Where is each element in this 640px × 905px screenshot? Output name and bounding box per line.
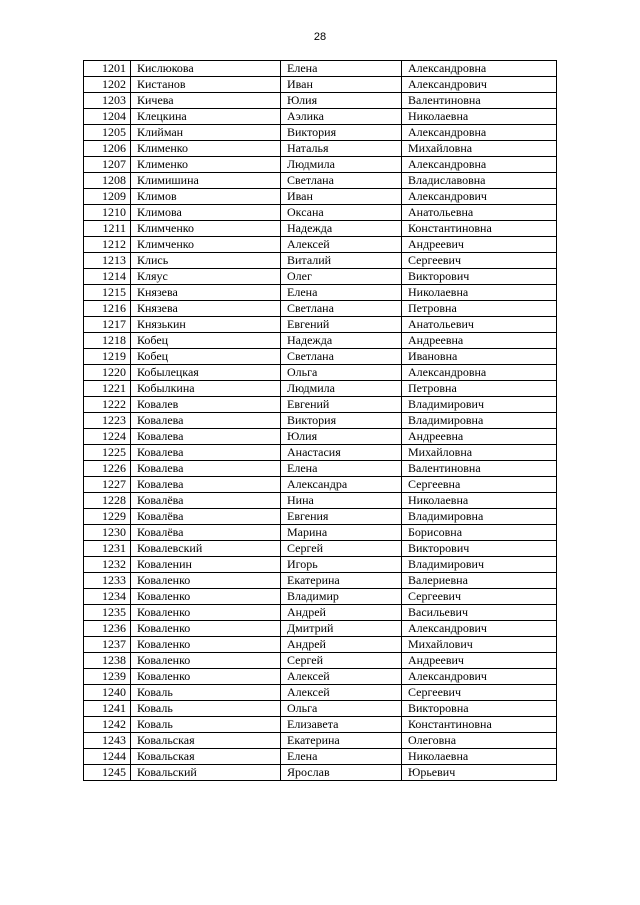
table-row [84,701,557,717]
table-row [84,61,557,77]
table-row [84,237,557,253]
table-row [84,669,557,685]
table-row [84,573,557,589]
first-name-cell: Виктория [281,413,402,429]
table-row [84,141,557,157]
table-row [84,477,557,493]
patronymic-cell: Андреевич [402,237,557,253]
table-row [84,157,557,173]
surname-cell: Ковальская [131,733,281,749]
patronymic-cell: Сергеевич [402,685,557,701]
table-row [84,509,557,525]
patronymic-cell: Александрович [402,621,557,637]
first-name-cell: Екатерина [281,573,402,589]
row-number: 1231 [84,541,131,557]
first-name-cell: Иван [281,77,402,93]
patronymic-cell: Андреевич [402,653,557,669]
patronymic-cell: Сергеевна [402,477,557,493]
table-row [84,637,557,653]
first-name-cell: Светлана [281,301,402,317]
surname-cell: Климченко [131,221,281,237]
surname-cell: Коваль [131,701,281,717]
first-name-cell: Аэлика [281,109,402,125]
first-name-cell: Юлия [281,429,402,445]
table-row [84,493,557,509]
patronymic-cell: Андреевна [402,429,557,445]
surname-cell: Кобылкина [131,381,281,397]
first-name-cell: Анастасия [281,445,402,461]
first-name-cell: Игорь [281,557,402,573]
patronymic-cell: Владимировна [402,509,557,525]
surname-cell: Ковалева [131,445,281,461]
first-name-cell: Ольга [281,701,402,717]
surname-cell: Ковалева [131,429,281,445]
row-number: 1212 [84,237,131,253]
row-number: 1225 [84,445,131,461]
first-name-cell: Светлана [281,349,402,365]
patronymic-cell: Константиновна [402,717,557,733]
surname-cell: Клецкина [131,109,281,125]
surname-cell: Кобылецкая [131,365,281,381]
row-number: 1216 [84,301,131,317]
patronymic-cell: Петровна [402,381,557,397]
table-row [84,125,557,141]
patronymic-cell: Владиславовна [402,173,557,189]
patronymic-cell: Васильевич [402,605,557,621]
surname-cell: Коваленко [131,621,281,637]
patronymic-cell: Анатольевна [402,205,557,221]
table-row [84,253,557,269]
first-name-cell: Дмитрий [281,621,402,637]
row-number: 1230 [84,525,131,541]
first-name-cell: Оксана [281,205,402,221]
row-number: 1202 [84,77,131,93]
row-number: 1204 [84,109,131,125]
row-number: 1205 [84,125,131,141]
surname-cell: Ковалевский [131,541,281,557]
patronymic-cell: Викторович [402,541,557,557]
patronymic-cell: Александровна [402,125,557,141]
surname-cell: Ковалёва [131,509,281,525]
surname-cell: Климченко [131,237,281,253]
first-name-cell: Нина [281,493,402,509]
row-number: 1238 [84,653,131,669]
patronymic-cell: Викторович [402,269,557,285]
first-name-cell: Евгения [281,509,402,525]
table-row [84,605,557,621]
surname-cell: Кобец [131,333,281,349]
row-number: 1243 [84,733,131,749]
first-name-cell: Алексей [281,237,402,253]
surname-cell: Князева [131,301,281,317]
patronymic-cell: Владимирович [402,557,557,573]
table-row [84,589,557,605]
patronymic-cell: Николаевна [402,285,557,301]
patronymic-cell: Анатольевич [402,317,557,333]
row-number: 1240 [84,685,131,701]
row-number: 1222 [84,397,131,413]
patronymic-cell: Юрьевич [402,765,557,781]
first-name-cell: Иван [281,189,402,205]
surname-cell: Ковалёва [131,525,281,541]
table-row [84,205,557,221]
surname-cell: Ковалева [131,461,281,477]
table-row [84,93,557,109]
table-row [84,557,557,573]
table-row [84,317,557,333]
patronymic-cell: Михайлович [402,637,557,653]
surname-cell: Коваль [131,685,281,701]
patronymic-cell: Олеговна [402,733,557,749]
first-name-cell: Людмила [281,381,402,397]
first-name-cell: Виталий [281,253,402,269]
table-row [84,349,557,365]
row-number: 1224 [84,429,131,445]
row-number: 1210 [84,205,131,221]
patronymic-cell: Николаевна [402,109,557,125]
patronymic-cell: Валериевна [402,573,557,589]
patronymic-cell: Викторовна [402,701,557,717]
surname-cell: Ковальская [131,749,281,765]
table-row [84,173,557,189]
row-number: 1217 [84,317,131,333]
table-row [84,285,557,301]
table-row [84,221,557,237]
registry-table [83,60,557,781]
surname-cell: Коваленко [131,573,281,589]
patronymic-cell: Михайловна [402,141,557,157]
table-row [84,429,557,445]
row-number: 1214 [84,269,131,285]
patronymic-cell: Александровна [402,157,557,173]
table-row [84,685,557,701]
first-name-cell: Андрей [281,637,402,653]
first-name-cell: Сергей [281,653,402,669]
patronymic-cell: Сергеевич [402,589,557,605]
registry-table-body [84,61,557,781]
first-name-cell: Надежда [281,221,402,237]
surname-cell: Коваленко [131,605,281,621]
first-name-cell: Алексей [281,685,402,701]
surname-cell: Коваленко [131,653,281,669]
page-number: 28 [313,31,327,43]
row-number: 1233 [84,573,131,589]
surname-cell: Климов [131,189,281,205]
first-name-cell: Олег [281,269,402,285]
row-number: 1211 [84,221,131,237]
table-row [84,365,557,381]
patronymic-cell: Александровна [402,365,557,381]
table-row [84,461,557,477]
patronymic-cell: Петровна [402,301,557,317]
row-number: 1203 [84,93,131,109]
patronymic-cell: Александрович [402,77,557,93]
table-row [84,445,557,461]
first-name-cell: Елена [281,285,402,301]
row-number: 1213 [84,253,131,269]
surname-cell: Кистанов [131,77,281,93]
patronymic-cell: Александрович [402,669,557,685]
first-name-cell: Елена [281,461,402,477]
first-name-cell: Евгений [281,397,402,413]
first-name-cell: Людмила [281,157,402,173]
table-row [84,269,557,285]
table-row [84,109,557,125]
row-number: 1236 [84,621,131,637]
first-name-cell: Марина [281,525,402,541]
row-number: 1234 [84,589,131,605]
row-number: 1239 [84,669,131,685]
patronymic-cell: Валентиновна [402,93,557,109]
table-row [84,301,557,317]
surname-cell: Климова [131,205,281,221]
row-number: 1219 [84,349,131,365]
table-row [84,381,557,397]
surname-cell: Коваленин [131,557,281,573]
patronymic-cell: Владимирович [402,397,557,413]
first-name-cell: Владимир [281,589,402,605]
first-name-cell: Виктория [281,125,402,141]
first-name-cell: Юлия [281,93,402,109]
row-number: 1228 [84,493,131,509]
surname-cell: Клименко [131,141,281,157]
first-name-cell: Евгений [281,317,402,333]
row-number: 1209 [84,189,131,205]
surname-cell: Климишина [131,173,281,189]
first-name-cell: Елена [281,749,402,765]
row-number: 1220 [84,365,131,381]
surname-cell: Кичева [131,93,281,109]
surname-cell: Кислюкова [131,61,281,77]
first-name-cell: Елена [281,61,402,77]
table-row [84,749,557,765]
row-number: 1241 [84,701,131,717]
first-name-cell: Наталья [281,141,402,157]
table-row [84,765,557,781]
table-row [84,333,557,349]
table-row [84,621,557,637]
surname-cell: Коваленко [131,669,281,685]
row-number: 1244 [84,749,131,765]
row-number: 1229 [84,509,131,525]
surname-cell: Ковалёва [131,493,281,509]
row-number: 1227 [84,477,131,493]
patronymic-cell: Николаевна [402,493,557,509]
first-name-cell: Ольга [281,365,402,381]
first-name-cell: Александра [281,477,402,493]
surname-cell: Коваль [131,717,281,733]
table-row [84,541,557,557]
table-row [84,717,557,733]
surname-cell: Ковалев [131,397,281,413]
row-number: 1208 [84,173,131,189]
first-name-cell: Надежда [281,333,402,349]
patronymic-cell: Борисовна [402,525,557,541]
first-name-cell: Ярослав [281,765,402,781]
patronymic-cell: Сергеевич [402,253,557,269]
row-number: 1206 [84,141,131,157]
row-number: 1242 [84,717,131,733]
row-number: 1226 [84,461,131,477]
row-number: 1223 [84,413,131,429]
row-number: 1237 [84,637,131,653]
first-name-cell: Алексей [281,669,402,685]
row-number: 1235 [84,605,131,621]
surname-cell: Коваленко [131,589,281,605]
first-name-cell: Сергей [281,541,402,557]
table-row [84,653,557,669]
patronymic-cell: Владимировна [402,413,557,429]
surname-cell: Кобец [131,349,281,365]
first-name-cell: Екатерина [281,733,402,749]
row-number: 1218 [84,333,131,349]
row-number: 1215 [84,285,131,301]
patronymic-cell: Николаевна [402,749,557,765]
surname-cell: Ковальский [131,765,281,781]
surname-cell: Клименко [131,157,281,173]
table-row [84,77,557,93]
surname-cell: Ковалева [131,477,281,493]
surname-cell: Ковалева [131,413,281,429]
first-name-cell: Светлана [281,173,402,189]
surname-cell: Князева [131,285,281,301]
table-row [84,733,557,749]
surname-cell: Кляус [131,269,281,285]
table-row [84,413,557,429]
row-number: 1207 [84,157,131,173]
row-number: 1245 [84,765,131,781]
surname-cell: Коваленко [131,637,281,653]
patronymic-cell: Михайловна [402,445,557,461]
patronymic-cell: Александрович [402,189,557,205]
patronymic-cell: Константиновна [402,221,557,237]
surname-cell: Клийман [131,125,281,141]
table-row [84,525,557,541]
row-number: 1221 [84,381,131,397]
first-name-cell: Андрей [281,605,402,621]
patronymic-cell: Андреевна [402,333,557,349]
table-row [84,189,557,205]
surname-cell: Клись [131,253,281,269]
row-number: 1232 [84,557,131,573]
patronymic-cell: Валентиновна [402,461,557,477]
patronymic-cell: Ивановна [402,349,557,365]
surname-cell: Князькин [131,317,281,333]
row-number: 1201 [84,61,131,77]
patronymic-cell: Александровна [402,61,557,77]
table-row [84,397,557,413]
first-name-cell: Елизавета [281,717,402,733]
